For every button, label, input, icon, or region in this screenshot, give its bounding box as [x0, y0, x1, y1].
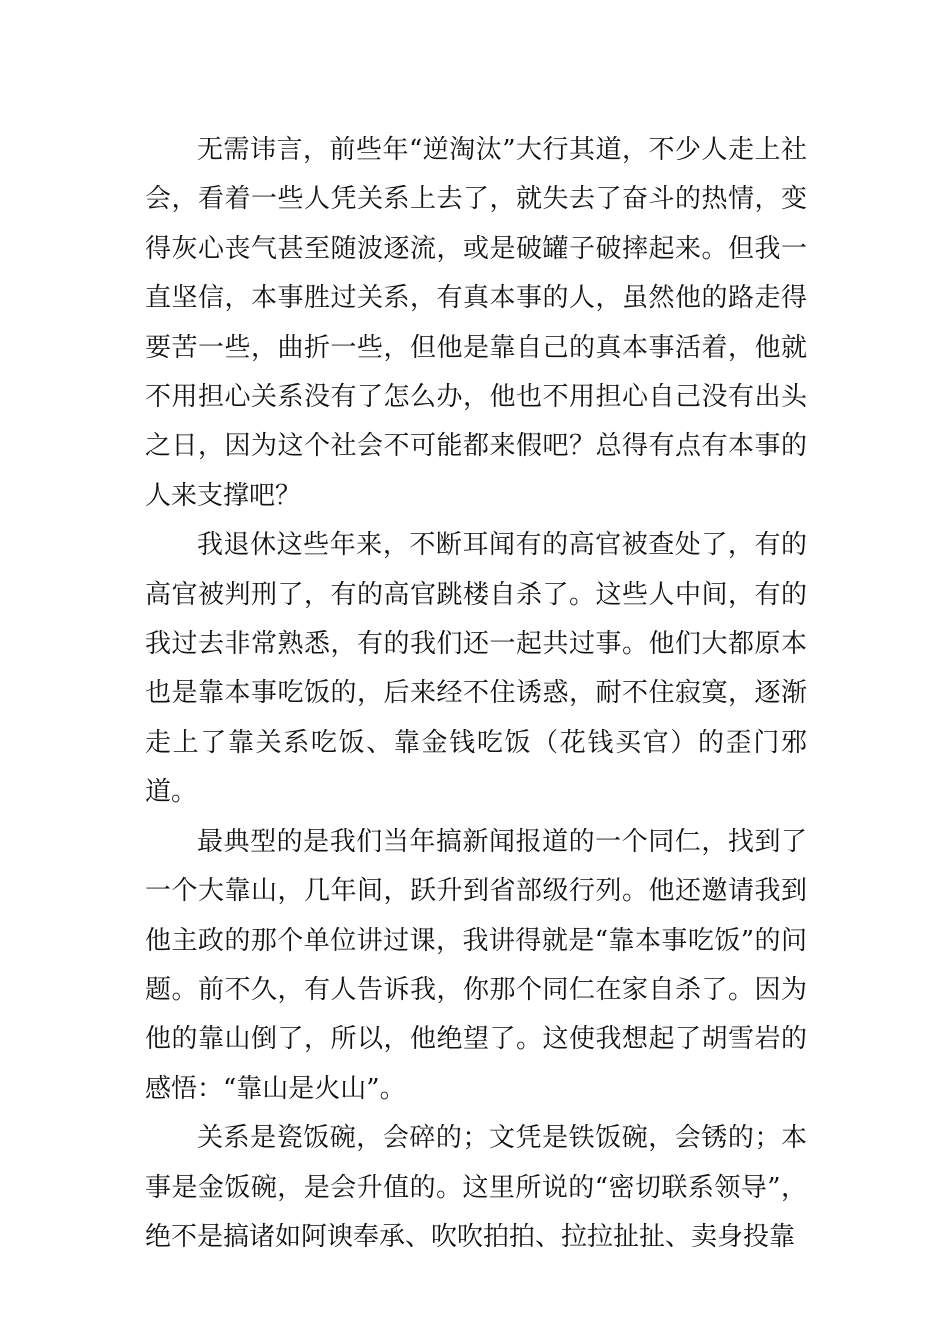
- paragraph-2: 我退休这些年来，不断耳闻有的高官被查处了，有的高官被判刑了，有的高官跳楼自杀了。这些人中间，有的我过去非常熟悉，有的我们还一起共过事。他们大都原本也是靠本事吃饭的，后来经不住诱惑，耐不住寂寞，逐渐走上了靠关系吃饭、靠金钱吃饭（花钱买官）的歪门邪道。: [145, 530, 807, 808]
- paragraph-3: 最典型的是我们当年搞新闻报道的一个同仁，找到了一个大靠山，几年间，跃升到省部级行列。他还邀请我到他主政的那个单位讲过课，我讲得就是“靠本事吃饭”的问题。前不久，有人告诉我，你那个同仁在家自杀了。因为他的靠山倒了，所以，他绝望了。这使我想起了胡雪岩的感悟：“靠山是火山”。: [145, 826, 807, 1104]
- document-body: [145, 126, 807, 1262]
- paragraph-1: 无需讳言，前些年“逆淘汰”大行其道，不少人走上社会，看着一些人凭关系上去了，就失去了奋斗的热情，变得灰心丧气甚至随波逐流，或是破罐子破摔起来。但我一直坚信，本事胜过关系，有真本事的人，虽然他的路走得要苦一些，曲折一些，但他是靠自己的真本事活着，他就不用担心关系没有了怎么办，他也不用担心自己没有出头之日，因为这个社会不可能都来假吧？总得有点有本事的人来支撑吧？: [145, 135, 807, 511]
- paragraph-4: 关系是瓷饭碗，会碎的；文凭是铁饭碗，会锈的；本事是金饭碗，是会升值的。这里所说的“密切联系领导”，绝不是搞诸如阿谀奉承、吹吹拍拍、拉拉扯扯、卖身投靠: [145, 1123, 807, 1252]
